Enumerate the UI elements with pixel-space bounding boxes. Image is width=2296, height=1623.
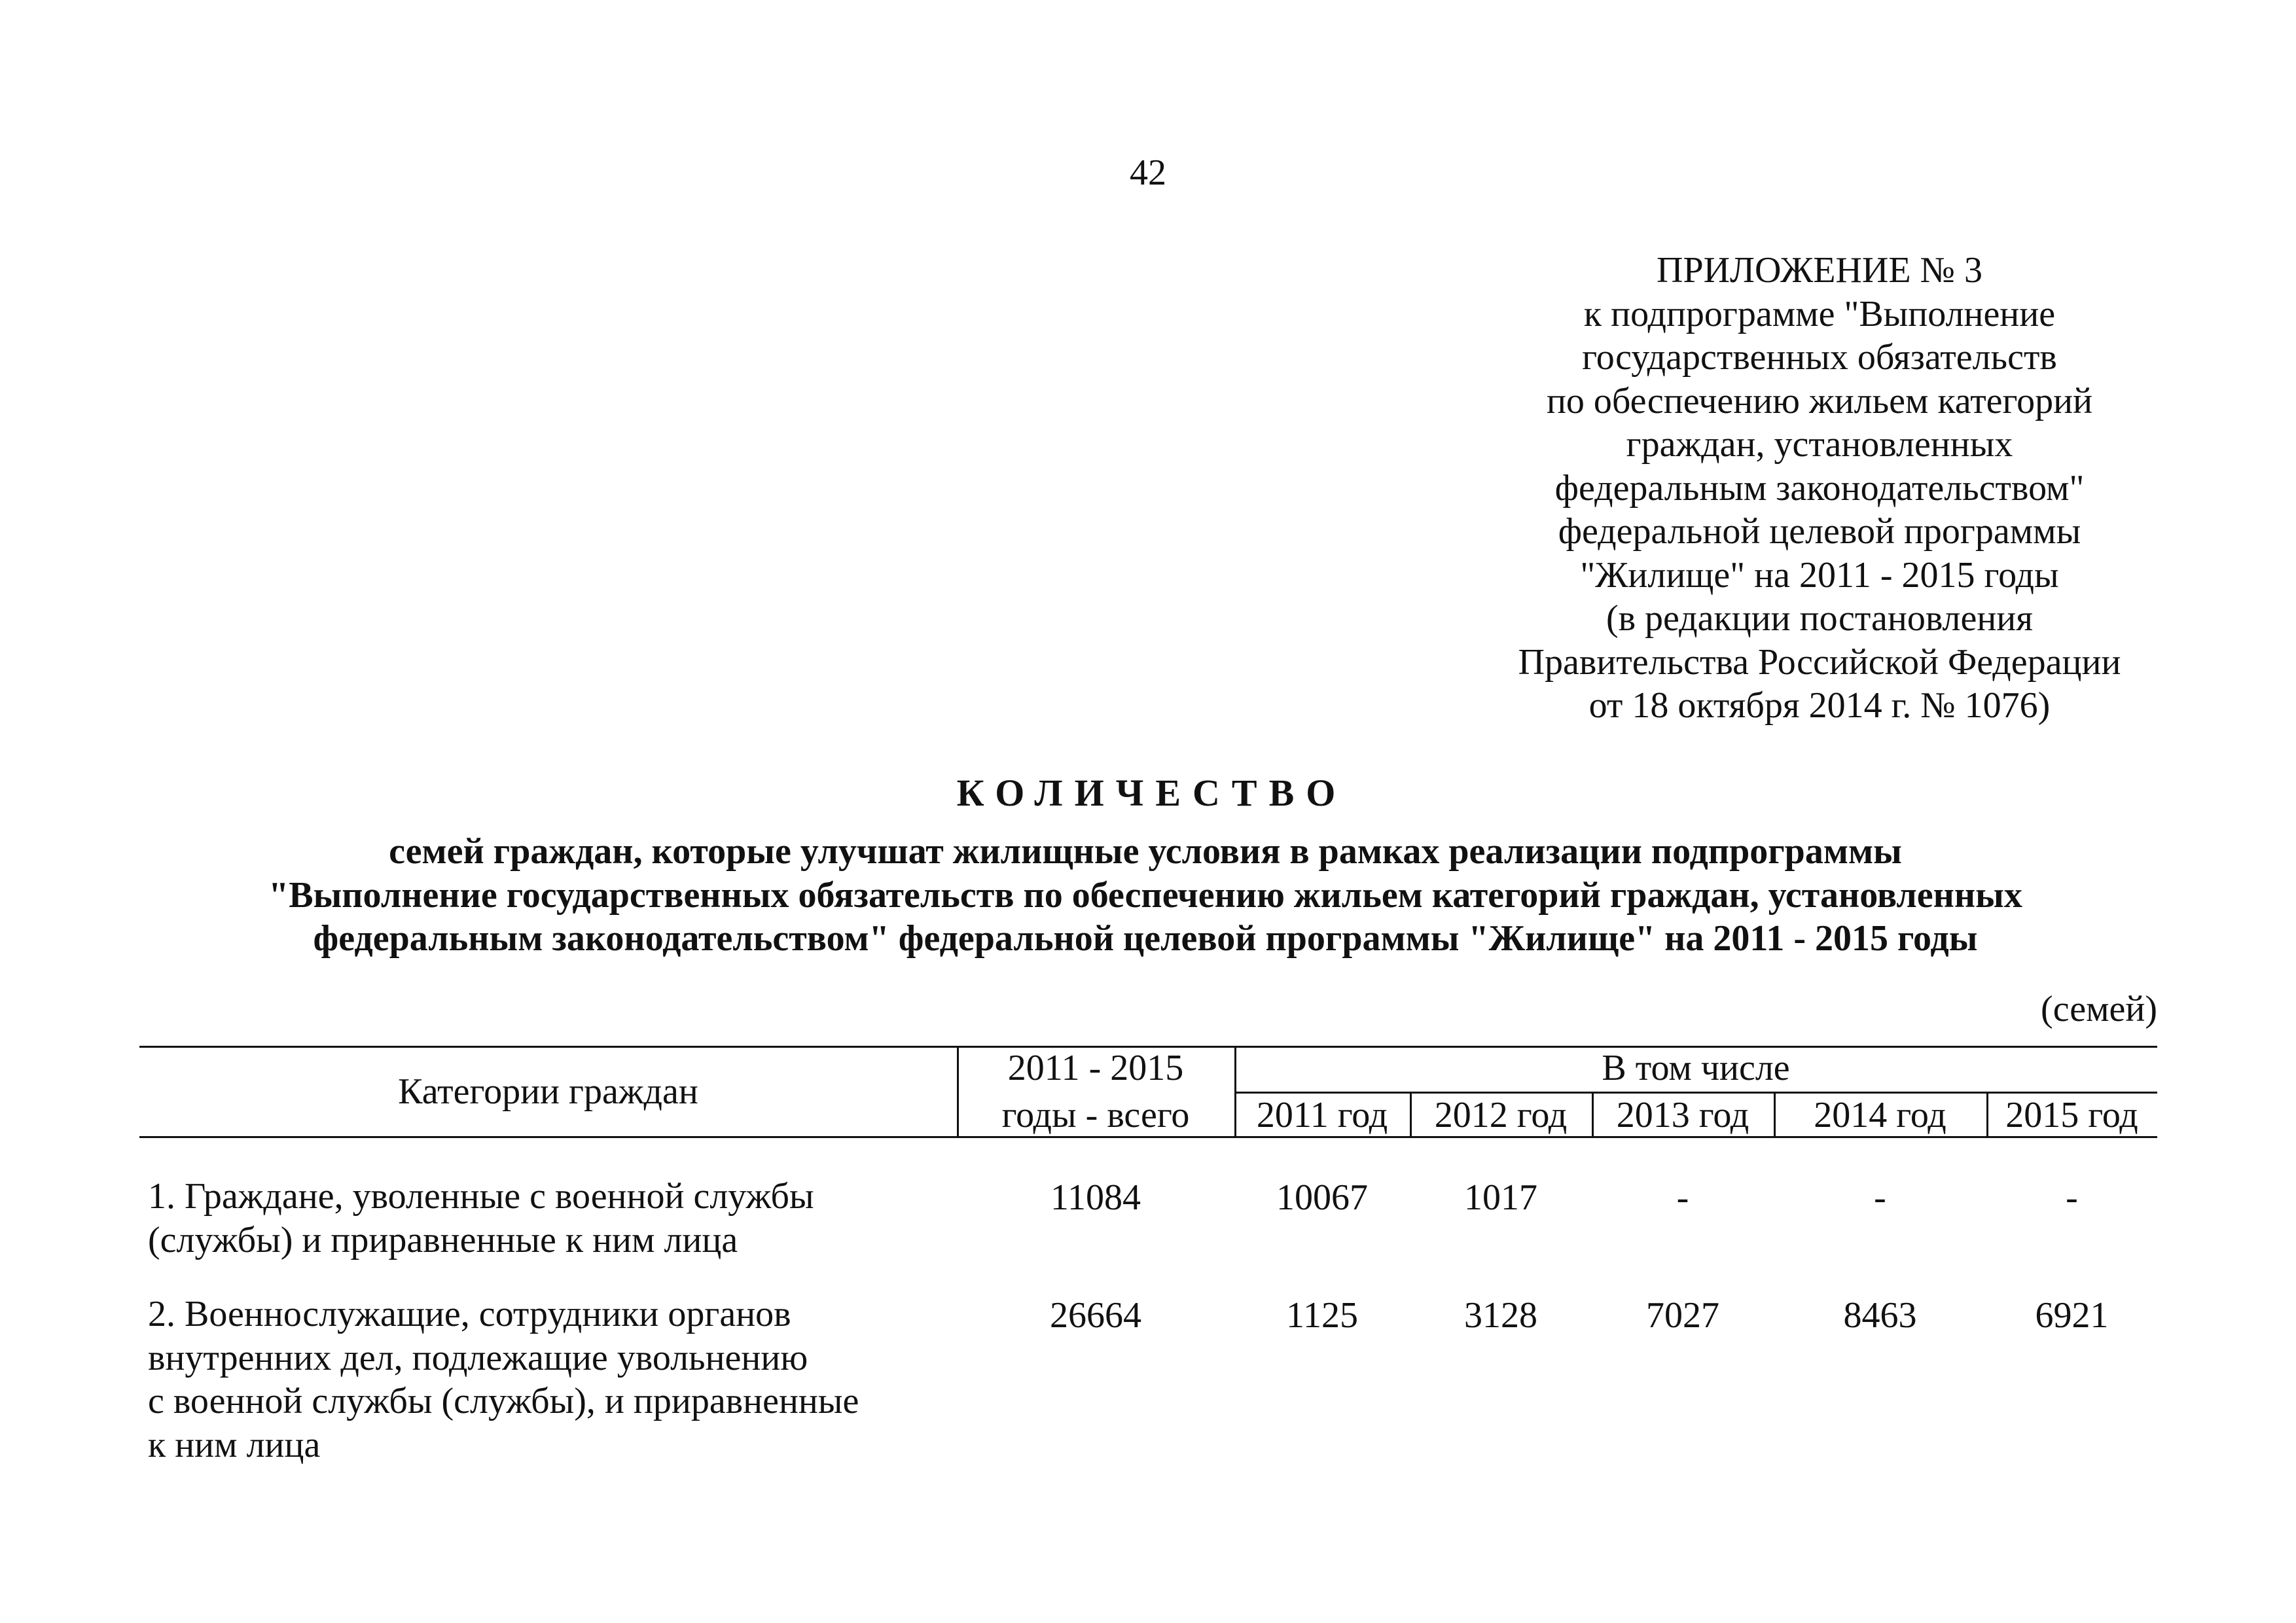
appendix-line: от 18 октября 2014 г. № 1076) bbox=[1588, 685, 2051, 726]
category-line: 2. Военнослужащие, сотрудники органов bbox=[148, 1294, 791, 1334]
subtitle-line: "Выполнение государственных обязательств по обеспечению жильем категорий граждан, установленных bbox=[268, 874, 2022, 916]
table-cell-year: 10067 bbox=[1276, 1177, 1368, 1218]
table-cell-year: 8463 bbox=[1843, 1295, 1917, 1336]
appendix-block bbox=[1460, 249, 2179, 728]
table-cell-total: 11084 bbox=[1050, 1177, 1141, 1218]
category-line: 1. Граждане, уволенные с военной службы bbox=[148, 1176, 814, 1217]
header-year: 2013 год bbox=[1616, 1095, 1749, 1135]
header-total-line2: годы - всего bbox=[1001, 1095, 1190, 1135]
table-cell-year: 3128 bbox=[1464, 1295, 1537, 1336]
appendix-line: граждан, установленных bbox=[1626, 424, 2013, 465]
document-heading: КОЛИЧЕСТВО bbox=[956, 772, 1348, 814]
header-category: Категории граждан bbox=[398, 1071, 698, 1112]
table-subheader-rule bbox=[1234, 1092, 2157, 1094]
table-cell-year: 1017 bbox=[1464, 1177, 1537, 1218]
appendix-line: федеральным законодательством" bbox=[1554, 467, 2085, 508]
appendix-line: ПРИЛОЖЕНИЕ № 3 bbox=[1657, 250, 1982, 291]
table-row-category bbox=[148, 1293, 859, 1467]
table-cell-year: - bbox=[2066, 1177, 2078, 1218]
subtitle-line: семей граждан, которые улучшат жилищные условия в рамках реализации подпрограммы bbox=[389, 831, 1902, 872]
table-row-category bbox=[148, 1175, 814, 1262]
appendix-line: по обеспечению жильем категорий bbox=[1546, 380, 2093, 421]
category-line: внутренних дел, подлежащие увольнению bbox=[148, 1337, 808, 1378]
header-including: В том числе bbox=[1602, 1048, 1790, 1088]
category-line: к ним лица bbox=[148, 1424, 321, 1465]
table-cell-year: - bbox=[1874, 1177, 1886, 1218]
appendix-line: федеральной целевой программы bbox=[1558, 511, 2081, 552]
category-line: с военной службы (службы), и приравненные bbox=[148, 1381, 859, 1421]
header-year: 2015 год bbox=[2005, 1095, 2138, 1135]
page-number: 42 bbox=[1130, 152, 1166, 193]
appendix-line: Правительства Российской Федерации bbox=[1518, 641, 2121, 683]
table-cell-total: 26664 bbox=[1050, 1295, 1141, 1336]
units-label: (семей) bbox=[2041, 989, 2157, 1029]
subtitle-line: федеральным законодательством" федеральной целевой программы "Жилище" на 2011 - 2015 годы bbox=[313, 918, 1978, 959]
table-header-bottom-rule bbox=[139, 1136, 2157, 1138]
header-year: 2011 год bbox=[1256, 1095, 1388, 1135]
document-subtitle bbox=[131, 830, 2160, 961]
header-year: 2014 год bbox=[1814, 1095, 1946, 1135]
appendix-line: к подпрограмме "Выполнение bbox=[1583, 293, 2056, 334]
appendix-line: (в редакции постановления bbox=[1605, 598, 2034, 639]
appendix-line: "Жилище" на 2011 - 2015 годы bbox=[1580, 554, 2059, 596]
table-cell-year: 1125 bbox=[1286, 1295, 1358, 1336]
table-cell-year: 6921 bbox=[2035, 1295, 2109, 1336]
category-line: (службы) и приравненные к ним лица bbox=[148, 1219, 738, 1260]
table-cell-year: 7027 bbox=[1646, 1295, 1719, 1336]
appendix-line: государственных обязательств bbox=[1582, 337, 2057, 378]
table-cell-year: - bbox=[1676, 1177, 1689, 1218]
header-year: 2012 год bbox=[1434, 1095, 1568, 1135]
header-total-line1: 2011 - 2015 bbox=[1007, 1048, 1184, 1088]
